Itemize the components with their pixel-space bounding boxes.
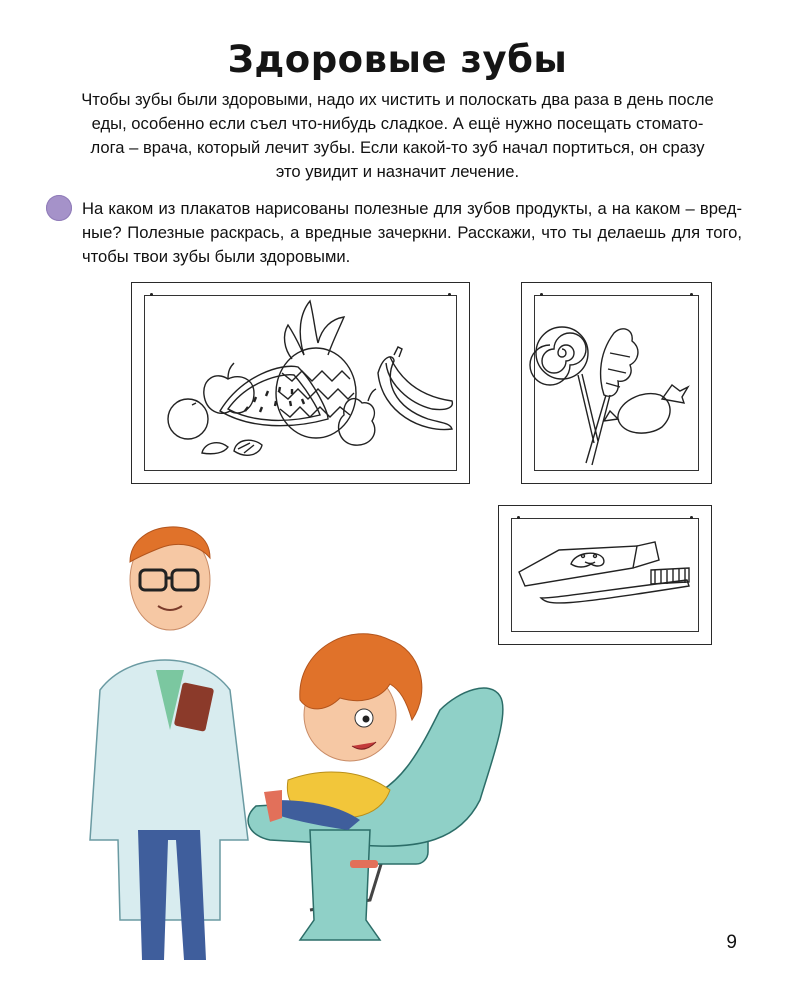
task-paragraph [82,197,742,269]
task-line: чтобы твои зубы были здоровыми. [82,247,351,266]
candy-cane-icon [586,329,638,465]
apple-icon [204,363,254,413]
intro-line: еды, особенно если съел что-нибудь сладкое. А ещё нужно посещать стомато- [91,114,704,133]
toothpaste-tube-icon [519,542,659,586]
task-line: На каком из плакатов нарисованы полезные для зубов продукты, а на каком – вред- [82,199,742,218]
banana-icon [378,347,452,430]
dentist-icon [90,527,248,960]
task-line: ные? Полезные раскрась, а вредные зачеркни. Расскажи, что ты делаешь для того, [82,223,742,242]
page-title: Здоровые зубы [227,38,568,81]
pineapple-icon [276,301,356,438]
sweets-drawing [522,283,711,483]
orange-icon [168,399,208,439]
intro-paragraph [60,88,735,184]
toothpaste-drawing [499,506,711,644]
toothbrush-icon [541,568,689,603]
orange-slice-icon [202,440,262,455]
sweets-poster[interactable] [521,282,712,484]
fruits-poster[interactable] [131,282,470,484]
toothpaste-poster[interactable] [498,505,712,645]
lollipop-icon [530,327,598,443]
intro-line: лога – врача, который лечит зубы. Если какой-то зуб начал портиться, он сразу [90,138,705,157]
fruits-drawing [132,283,469,483]
intro-line: Чтобы зубы были здоровыми, надо их чистить и полоскать два раза в день после [81,90,714,109]
dentist-scene-illustration [60,500,530,970]
intro-line: это увидит и назначит лечение. [275,162,520,181]
task-bullet-icon [46,195,72,221]
page-number: 9 [726,932,737,953]
pear-icon [339,389,376,445]
